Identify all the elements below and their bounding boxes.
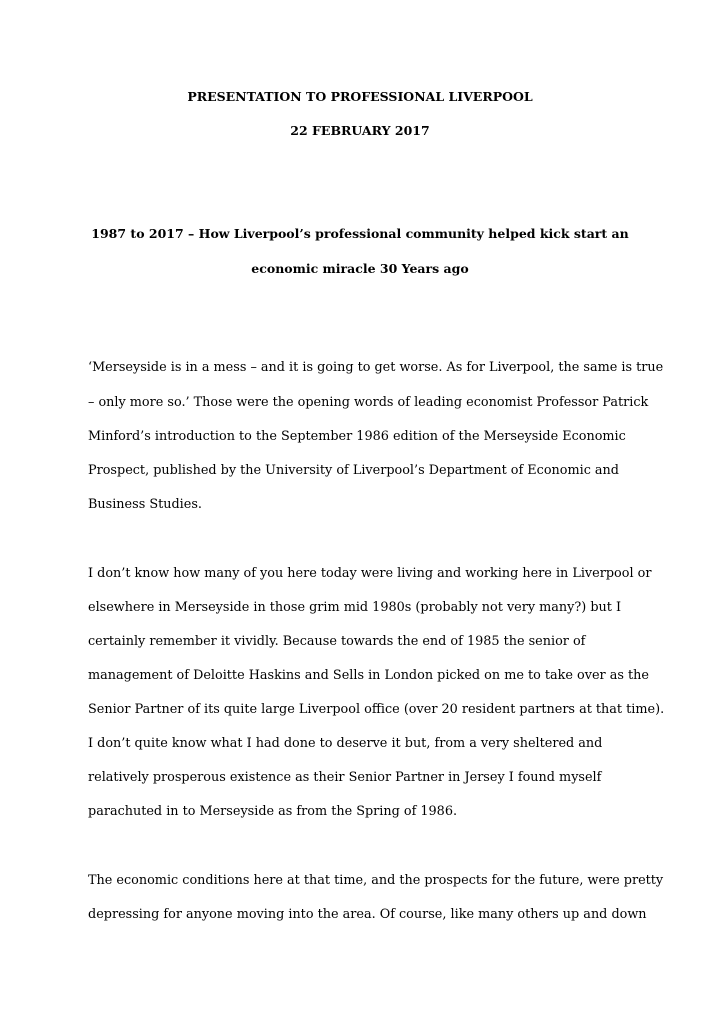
paragraph-2-line: parachuted in to Merseyside as from the Spring of 1986. [88,804,458,819]
paragraph-2-line: elsewhere in Merseyside in those grim mid 1980s (probably not very many?) but I [88,600,622,615]
document-date: 22 FEBRUARY 2017 [290,123,430,138]
paragraph-2-line: relatively prosperous existence as their Senior Partner in Jersey I found myself [88,770,602,785]
document-heading: PRESENTATION TO PROFESSIONAL LIVERPOOL [187,89,533,104]
paragraph-2-line: I don’t quite know what I had done to deserve it but, from a very sheltered and [88,736,603,751]
paragraph-1-line: Business Studies. [88,497,202,512]
paragraph-2-line: management of Deloitte Haskins and Sells in London picked on me to take over as the [88,668,649,683]
paragraph-2-line: I don’t know how many of you here today were living and working here in Liverpool or [88,566,652,581]
paragraph-1-line: Prospect, published by the University of Liverpool’s Department of Economic and [88,463,619,478]
paragraph-3-line: depressing for anyone moving into the area. Of course, like many others up and down [88,907,647,922]
paragraph-2-line: certainly remember it vividly. Because towards the end of 1985 the senior of [88,634,586,649]
paragraph-1-line: – only more so.’ Those were the opening words of leading economist Professor Patrick [88,395,649,410]
title-line: economic miracle 30 Years ago [251,261,469,276]
paragraph-1-line: Minford’s introduction to the September 1986 edition of the Merseyside Economic [88,429,626,444]
title-line: 1987 to 2017 – How Liverpool’s professional community helped kick start an [91,226,629,241]
paragraph-1-line: ‘Merseyside is in a mess – and it is going to get worse. As for Liverpool, the same is true [88,360,664,375]
paragraph-3-line: The economic conditions here at that time, and the prospects for the future, were pretty [88,873,664,888]
paragraph-2-line: Senior Partner of its quite large Liverpool office (over 20 resident partners at that time). [88,702,665,717]
